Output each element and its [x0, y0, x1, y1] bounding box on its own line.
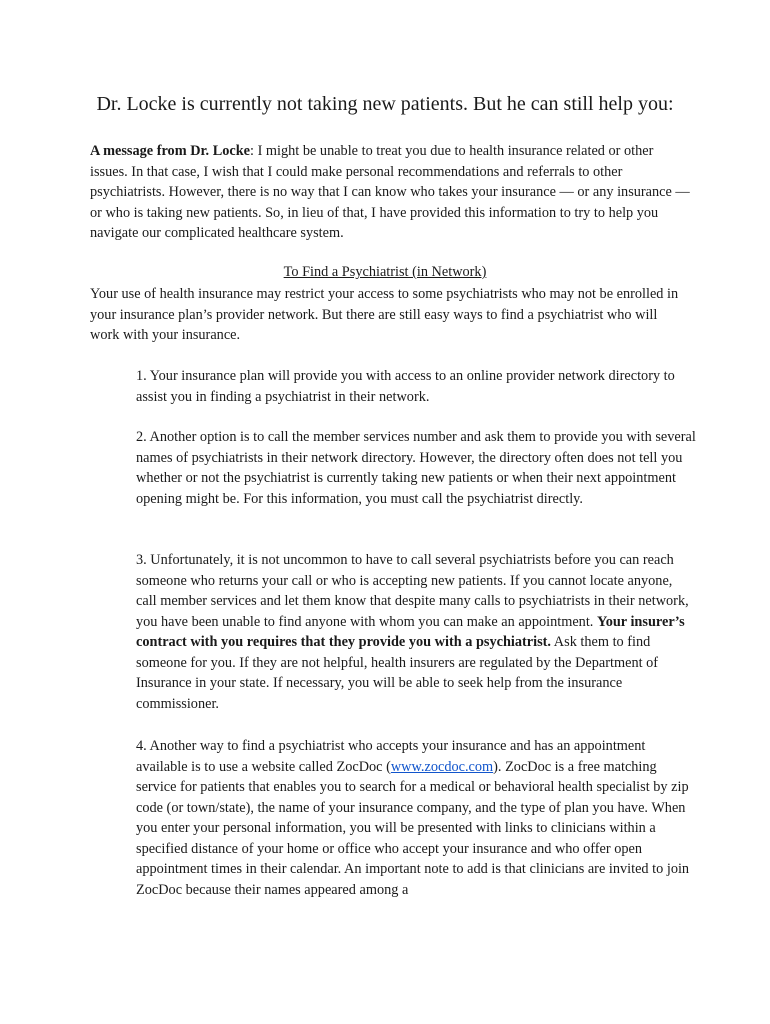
section-intro: Your use of health insurance may restrict your access to some psychiatrists who may not be enrolled in your insurance plan’s provider network. But there are still easy ways to find a psychiatrist who will work with your insurance. [90, 286, 679, 343]
list-item-4 [136, 736, 696, 900]
item4-text-a: 4. Another way to find a psychiatrist who accepts your insurance and has an appointment available is to use a website called ZocDoc ( [136, 738, 646, 775]
page-title: Dr. Locke is currently not taking new patients. But he can still help you: [96, 93, 674, 115]
item3-text-a: 3. Unfortunately, it is not uncommon to have to call several psychiatrists before you can reach someone who returns your call or who is accepting new patients. If you cannot locate anyone, call member services and let them know that despite many calls to psychiatrists in their network, you have been unable to find anyone with whom you can make an appointment. [136, 552, 689, 630]
item3-bold-text: Your insurer’s contract with you requires that they provide you with a psychiatrist. [136, 613, 685, 650]
zocdoc-link[interactable]: www.zocdoc.com [390, 758, 494, 775]
message-label: A message from Dr. Locke [90, 143, 251, 159]
list-item-2: 2. Another option is to call the member services number and ask them to provide you with several names of psychiatrists in their network directory. However, the directory often does not tell you whether or not the psychiatrist is currently taking new patients or when their next appointment opening might be. For this information, you must call the psychiatrist directly. [136, 429, 696, 507]
item4-text-b: ). ZocDoc is a free matching service for patients that enables you to search for a medical or behavioral health specialist by zip code (or town/state), the name of your insurance company, and the type of plan you have. When you enter your personal information, you will be presented with links to clinicians within a specified distance of your home or office who accept your insurance and who offer open appointment times in their calendar. An important note to add is that clinicians are invited to join ZocDoc because their names appeared among a [136, 758, 690, 898]
item3-text-b: Ask them to find someone for you. If they are not helpful, health insurers are regulated by the Department of Insurance in your state. If necessary, you will be able to seek help from the insurance commissioner. [136, 634, 659, 712]
section-heading: To Find a Psychiatrist (in Network) [283, 264, 487, 280]
message-text: : I might be unable to treat you due to health insurance related or other issues. In that case, I wish that I could make personal recommendations and referrals to other psychiatrists. However, there is no way that I can know who takes your insurance — or any insurance — or who is taking new patients. So, in lieu of that, I have provided this information to try to help you navigate our complicated healthcare system. [90, 143, 690, 241]
list-item-1: 1. Your insurance plan will provide you with access to an online provider network directory to assist you in finding a psychiatrist in their network. [136, 368, 675, 405]
message-paragraph [90, 141, 690, 244]
list-item-3 [136, 550, 696, 714]
